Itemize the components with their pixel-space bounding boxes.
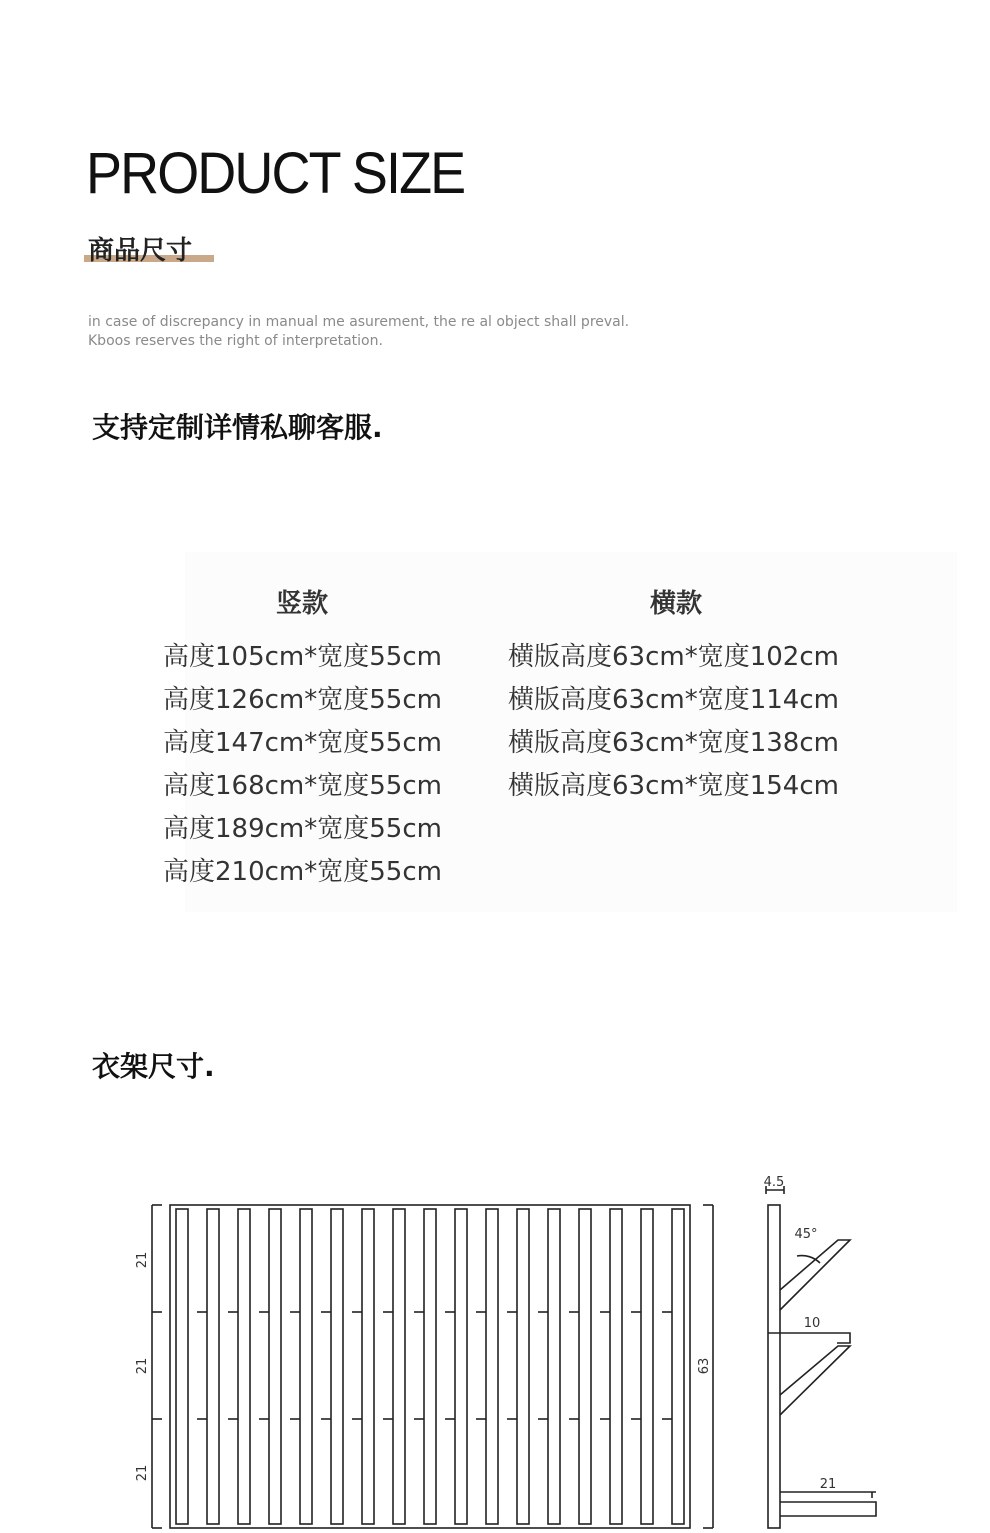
slat-group <box>176 1209 684 1524</box>
horizontal-heading: 横款 <box>649 589 702 619</box>
slat <box>176 1209 188 1524</box>
dim-row-2: 21 <box>135 1357 150 1375</box>
vertical-size-item: 高度168cm*宽度55cm <box>163 771 442 801</box>
slat <box>641 1209 653 1524</box>
slat <box>517 1209 529 1524</box>
horizontal-size-item: 横版高度63cm*宽度102cm <box>508 642 839 672</box>
hanger-diagram <box>0 1160 990 1533</box>
side-post <box>768 1205 780 1528</box>
slat <box>238 1209 250 1524</box>
lower-arm <box>780 1346 850 1415</box>
slat <box>207 1209 219 1524</box>
customization-note: 支持定制详情私聊客服. <box>92 411 383 444</box>
slat <box>424 1209 436 1524</box>
slat <box>610 1209 622 1524</box>
vertical-size-list <box>163 636 442 894</box>
slat <box>269 1209 281 1524</box>
slat <box>548 1209 560 1524</box>
disclaimer-line-1: in case of discrepancy in manual me asurement, the re al object shall preval. <box>88 314 630 330</box>
hanger-size-heading: 衣架尺寸. <box>92 1050 215 1083</box>
slat <box>672 1209 684 1524</box>
vertical-size-item: 高度126cm*宽度55cm <box>163 685 442 715</box>
page-subtitle: 商品尺寸 <box>88 236 193 266</box>
disclaimer-line-2: Kboos reserves the right of interpretation. <box>88 333 383 349</box>
dim-total-height: 63 <box>697 1357 712 1375</box>
slat <box>393 1209 405 1524</box>
angle-arc <box>797 1256 820 1263</box>
horizontal-size-item: 横版高度63cm*宽度138cm <box>508 728 839 758</box>
vertical-size-item: 高度147cm*宽度55cm <box>163 728 442 758</box>
front-frame <box>170 1205 690 1528</box>
slat <box>455 1209 467 1524</box>
dim-base-depth: 21 <box>819 1477 837 1492</box>
dim-row-3: 21 <box>135 1464 150 1482</box>
dim-angle: 45° <box>794 1227 818 1242</box>
horizontal-size-item: 横版高度63cm*宽度114cm <box>508 685 839 715</box>
dim-arm-depth: 10 <box>803 1316 821 1331</box>
slat <box>486 1209 498 1524</box>
slat <box>331 1209 343 1524</box>
upper-arm <box>780 1240 850 1310</box>
slat <box>579 1209 591 1524</box>
vertical-size-item: 高度189cm*宽度55cm <box>163 814 442 844</box>
vertical-size-item: 高度105cm*宽度55cm <box>163 642 442 672</box>
vertical-size-item: 高度210cm*宽度55cm <box>163 857 442 887</box>
vertical-heading: 竖款 <box>275 589 328 619</box>
base-bracket <box>780 1502 876 1516</box>
horizontal-size-list <box>508 636 839 808</box>
dim-row-1: 21 <box>135 1251 150 1269</box>
slat <box>300 1209 312 1524</box>
slat <box>362 1209 374 1524</box>
horizontal-size-item: 横版高度63cm*宽度154cm <box>508 771 839 801</box>
dim-thickness: 4.5 <box>763 1175 785 1190</box>
page-title: PRODUCT SIZE <box>86 141 465 206</box>
front-view-drawing <box>152 1205 713 1528</box>
